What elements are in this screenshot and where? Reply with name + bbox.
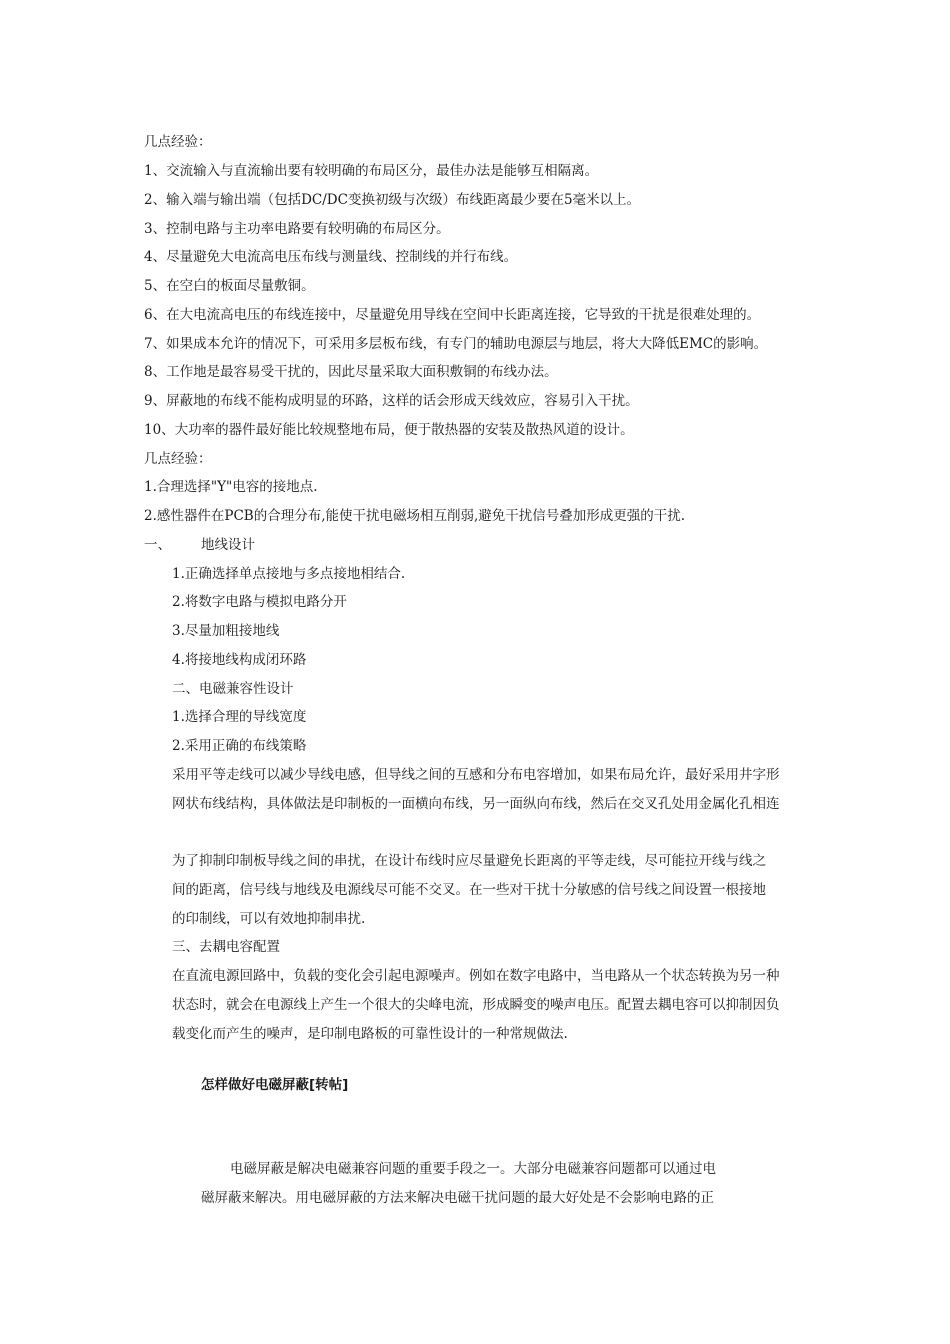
article-para-line: 电磁屏蔽是解决电磁兼容问题的重要手段之一。大部分电磁兼容问题都可以通过电 bbox=[230, 1161, 716, 1177]
emc-para2-line: 的印制线，可以有效地抑制串扰. bbox=[172, 911, 366, 927]
ground-title: 地线设计 bbox=[201, 537, 255, 553]
emc-para1-line: 网状布线结构，具体做法是印制板的一面横向布线，另一面纵向布线，然后在交叉孔处用金属化孔相连 bbox=[172, 796, 780, 812]
emc-item: 1.选择合理的导线宽度 bbox=[172, 709, 307, 725]
decoupling-para-line: 在直流电源回路中，负载的变化会引起电源噪声。例如在数字电路中，当电路从一个状态转换为另一种 bbox=[172, 968, 780, 984]
section1-title: 几点经验： bbox=[144, 134, 212, 150]
ground-item: 2.将数字电路与模拟电路分开 bbox=[172, 594, 347, 610]
ground-item: 1.正确选择单点接地与多点接地相结合. bbox=[172, 566, 406, 582]
decoupling-para-line: 状态时，就会在电源线上产生一个很大的尖峰电流，形成瞬变的噪声电压。配置去耦电容可以抑制因负 bbox=[172, 997, 780, 1013]
section1-item: 1、交流输入与直流输出要有较明确的布局区分，最佳办法是能够互相隔离。 bbox=[144, 163, 599, 179]
emc-para1-line: 采用平等走线可以减少导线电感，但导线之间的互感和分布电容增加，如果布局允许，最好采用井字形 bbox=[172, 767, 780, 783]
section1-item: 9、屏蔽地的布线不能构成明显的环路，这样的话会形成天线效应，容易引入干扰。 bbox=[144, 393, 639, 409]
section1-item: 6、在大电流高电压的布线连接中，尽量避免用导线在空间中长距离连接，它导致的干扰是很难处理的。 bbox=[144, 307, 761, 323]
emc-title: 二、电磁兼容性设计 bbox=[172, 681, 294, 697]
section2-item: 1.合理选择"Y"电容的接地点. bbox=[144, 479, 318, 495]
section1-item: 2、输入端与输出端（包括DC/DC变换初级与次级）布线距离最少要在5毫米以上。 bbox=[144, 192, 641, 208]
ground-item: 3.尽量加粗接地线 bbox=[172, 623, 280, 639]
section1-item: 7、如果成本允许的情况下，可采用多层板布线，有专门的辅助电源层与地层，将大大降低EMC的影响。 bbox=[144, 336, 768, 352]
decoupling-para-line: 载变化而产生的噪声，是印制电路板的可靠性设计的一种常规做法. bbox=[172, 1026, 568, 1042]
ground-heading bbox=[144, 535, 255, 555]
section1-item: 4、尽量避免大电流高电压布线与测量线、控制线的并行布线。 bbox=[144, 249, 518, 265]
section1-item: 5、在空白的板面尽量敷铜。 bbox=[144, 278, 315, 294]
ground-number: 一、 bbox=[144, 537, 171, 553]
section2-title: 几点经验： bbox=[144, 451, 212, 467]
section1-item: 8、工作地是最容易受干扰的，因此尽量采取大面积敷铜的布线办法。 bbox=[144, 364, 558, 380]
article-title: 怎样做好电磁屏蔽[转帖] bbox=[201, 1077, 349, 1093]
emc-para2-line: 间的距离，信号线与地线及电源线尽可能不交叉。在一些对干扰十分敏感的信号线之间设置一根接地 bbox=[172, 882, 766, 898]
emc-para2-line: 为了抑制印制板导线之间的串扰，在设计布线时应尽量避免长距离的平等走线，尽可能拉开线与线之 bbox=[172, 853, 766, 869]
decoupling-title: 三、去耦电容配置 bbox=[172, 939, 280, 955]
emc-item: 2.采用正确的布线策略 bbox=[172, 738, 307, 754]
section1-item: 3、控制电路与主功率电路要有较明确的布局区分。 bbox=[144, 221, 450, 237]
section1-item: 10、大功率的器件最好能比较规整地布局，便于散热器的安装及散热风道的设计。 bbox=[144, 422, 634, 438]
article-para-line: 磁屏蔽来解决。用电磁屏蔽的方法来解决电磁干扰问题的最大好处是不会影响电路的正 bbox=[201, 1190, 714, 1206]
section2-item: 2.感性器件在PCB的合理分布,能使干扰电磁场相互削弱,避免干扰信号叠加形成更强的干扰. bbox=[144, 508, 686, 524]
ground-item: 4.将接地线构成闭环路 bbox=[172, 652, 307, 668]
